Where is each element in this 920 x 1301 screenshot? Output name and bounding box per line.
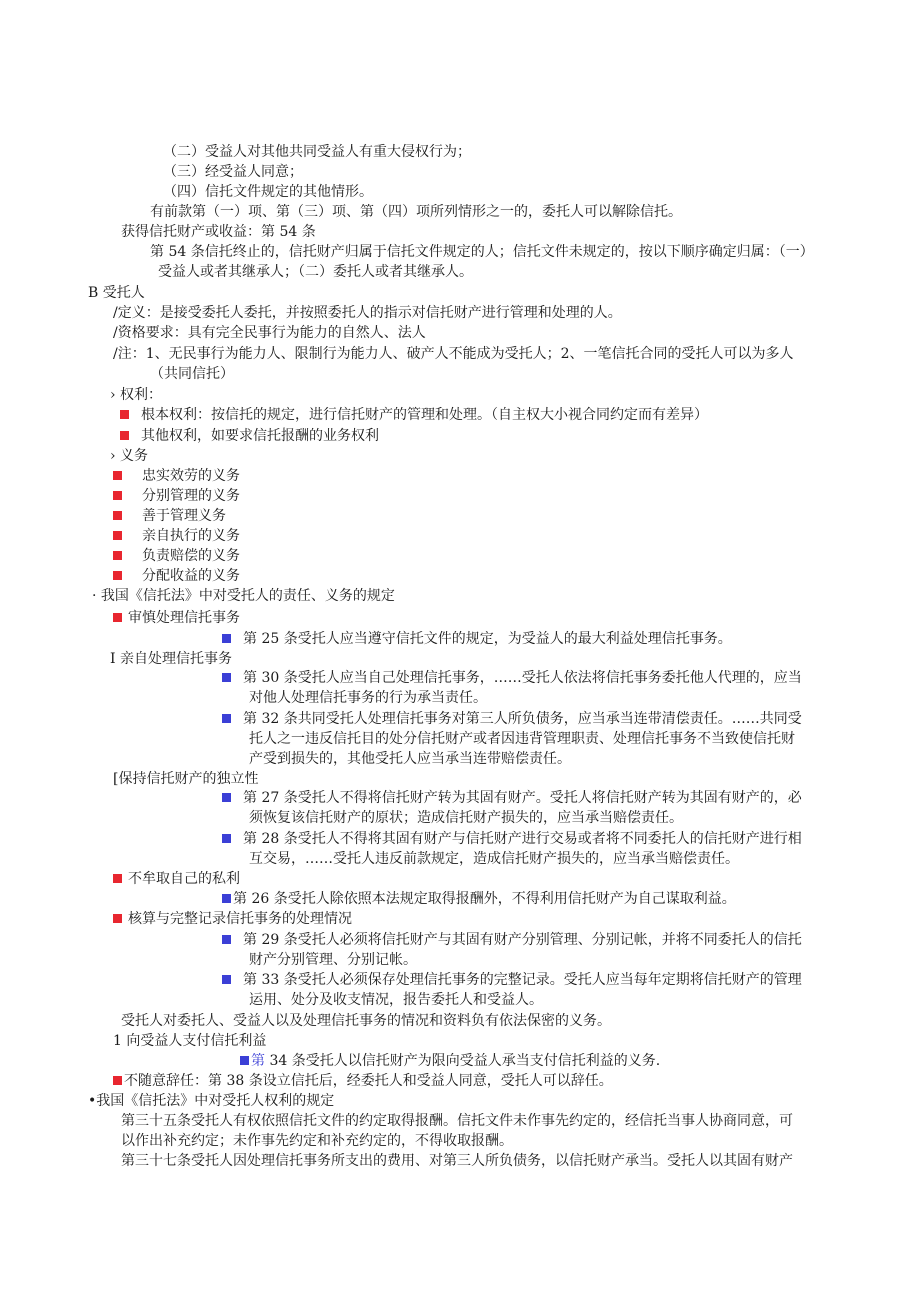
text-line: 以作出补充约定；未作事先约定和补充约定的，不得收取报酬。 (121, 1133, 513, 1149)
text-line: 受托人对委托人、受益人以及处理信托事务的情况和资料负有依法保密的义务。 (121, 1013, 611, 1029)
list-item: 不随意辞任：第 38 条设立信托后，经委托人和受益人同意，受托人可以辞任。 (113, 1071, 613, 1091)
text-line: 托人之一违反信托目的处分信托财产或者因违背管理职责、处理信托事务不当致使信托财 (249, 731, 795, 747)
blue-square-bullet-icon (222, 634, 231, 643)
red-square-bullet-icon (113, 551, 122, 560)
red-square-bullet-icon (120, 410, 129, 419)
list-item: 善于管理义务 (113, 506, 226, 526)
blue-square-bullet-icon (222, 714, 231, 723)
blue-square-bullet-icon (222, 834, 231, 843)
section-heading: · 我国《信托法》中对受托人的责任、义务的规定 (92, 588, 395, 604)
text-line: 有前款第（一）项、第（三）项、第（四）项所列情形之一的，委托人可以解除信托。 (150, 204, 682, 220)
list-item: 第 25 条受托人应当遵守信托文件的规定，为受益人的最大利益处理信托事务。 (222, 629, 732, 649)
list-item: 不牟取自己的私利 (113, 869, 240, 889)
list-item: 其他权利，如要求信托报酬的业务权利 (120, 426, 379, 446)
blue-square-bullet-icon (222, 793, 231, 802)
text-line: 第 54 条信托终止的，信托财产归属于信托文件规定的人；信托文件未规定的，按以下顺序确定归属：（一） (150, 244, 814, 260)
list-item: 负责赔偿的义务 (113, 546, 240, 566)
list-item: 审慎处理信托事务 (113, 608, 240, 628)
text-line: （三）经受益人同意； (163, 164, 303, 180)
blue-square-bullet-icon (222, 673, 231, 682)
text-line: （二）受益人对其他共同受益人有重大侵权行为； (163, 144, 471, 160)
red-square-bullet-icon (113, 531, 122, 540)
red-square-bullet-icon (113, 1076, 122, 1085)
list-item: 第 27 条受托人不得将信托财产转为其固有财产。受托人将信托财产转为其固有财产的，必 (222, 788, 802, 808)
list-item: 第 34 条受托人以信托财产为限向受益人承当支付信托利益的义务. (240, 1051, 660, 1071)
list-item: 第 26 条受托人除依照本法规定取得报酬外，不得利用信托财产为自己谋取利益。 (222, 889, 736, 909)
text-line: 财产分别管理、分别记帐。 (249, 952, 417, 968)
text-line: 获得信托财产或收益：第 54 条 (121, 224, 316, 240)
text-line: /定义：是接受委托人委托，并按照委托人的指示对信托财产进行管理和处理的人。 (113, 305, 622, 321)
text-line: I 亲自处理信托事务 (110, 651, 232, 667)
text-line: [保持信托财产的独立性 (113, 771, 259, 787)
list-item: 第 29 条受托人必须将信托财产与其固有财产分别管理、分别记帐，并将不同委托人的信托 (222, 930, 802, 950)
list-item: 忠实效劳的义务 (113, 466, 240, 486)
red-square-bullet-icon (120, 431, 129, 440)
blue-square-bullet-icon (222, 894, 231, 903)
text-line: › 义务 (110, 448, 149, 464)
text-line: /资格要求：具有完全民事行为能力的自然人、法人 (113, 325, 426, 341)
list-item: 根本权利：按信托的规定，进行信托财产的管理和处理。（自主权大小视合同约定而有差异） (120, 405, 708, 425)
list-item: 分配收益的义务 (113, 566, 240, 586)
list-item: 第 30 条受托人应当自己处理信托事务，……受托人依法将信托事务委托他人代理的，应当 (222, 668, 802, 688)
text-line: （共同信托） (150, 366, 234, 382)
section-heading: •我国《信托法》中对受托人权利的规定 (88, 1093, 335, 1109)
blue-square-bullet-icon (222, 975, 231, 984)
text-line: /注：1、无民事行为能力人、限制行为能力人、破产人不能成为受托人；2、一笔信托合同的受托人可以为多人 (113, 346, 794, 362)
text-line: 互交易，……受托人违反前款规定，造成信托财产损失的，应当承当赔偿责任。 (249, 851, 739, 867)
list-item: 亲自执行的义务 (113, 526, 240, 546)
red-square-bullet-icon (113, 914, 122, 923)
red-square-bullet-icon (113, 571, 122, 580)
text-line: 须恢复该信托财产的原状；造成信托财产损失的，应当承当赔偿责任。 (249, 810, 683, 826)
text-line: 第三十五条受托人有权依照信托文件的约定取得报酬。信托文件未作事先约定的，经信托当事人协商同意，可 (121, 1113, 793, 1129)
red-square-bullet-icon (113, 491, 122, 500)
text-line: 第三十七条受托人因处理信托事务所支出的费用、对第三人所负债务，以信托财产承当。受托人以其固有财产 (121, 1153, 793, 1169)
list-item: 分别管理的义务 (113, 486, 240, 506)
list-item: 第 32 条共同受托人处理信托事务对第三人所负债务，应当承当连带清偿责任。……共同受 (222, 709, 802, 729)
text-line: （四）信托文件规定的其他情形。 (163, 184, 373, 200)
blue-square-bullet-icon (240, 1056, 249, 1065)
text-line: 1 向受益人支付信托利益 (113, 1033, 267, 1049)
blue-square-bullet-icon (222, 935, 231, 944)
red-square-bullet-icon (113, 471, 122, 480)
section-heading: B 受托人 (88, 285, 145, 301)
red-square-bullet-icon (113, 874, 122, 883)
red-square-bullet-icon (113, 613, 122, 622)
text-line: 产受到损失的，其他受托人应当承当连带赔偿责任。 (249, 751, 571, 767)
red-square-bullet-icon (113, 511, 122, 520)
text-line: 受益人或者其继承人；（二）委托人或者其继承人。 (158, 264, 473, 280)
list-item: 第 28 条受托人不得将其固有财产与信托财产进行交易或者将不同委托人的信托财产进行相 (222, 829, 802, 849)
list-item: 第 33 条受托人必须保存处理信托事务的完整记录。受托人应当每年定期将信托财产的管理 (222, 970, 802, 990)
text-line: › 权利： (110, 387, 163, 403)
text-line: 运用、处分及收支情况，报告委托人和受益人。 (249, 992, 543, 1008)
text-line: 对他人处理信托事务的行为承当责任。 (249, 690, 487, 706)
list-item: 核算与完整记录信托事务的处理情况 (113, 909, 352, 929)
